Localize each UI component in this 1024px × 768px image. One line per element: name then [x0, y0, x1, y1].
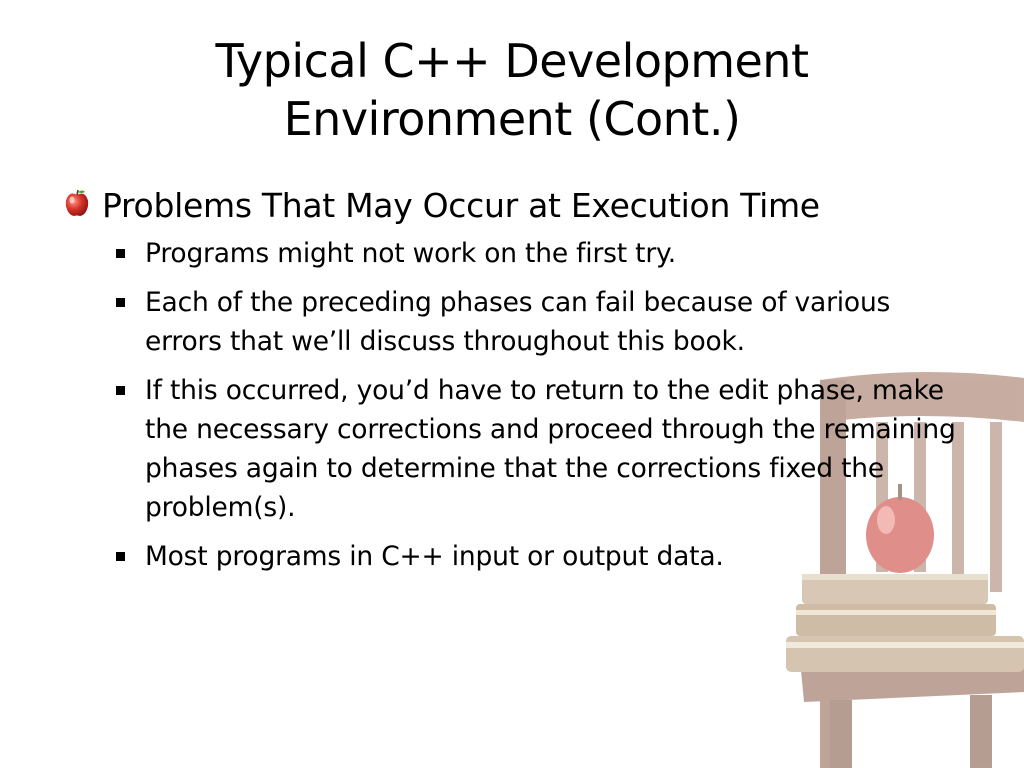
main-bullet-text: Problems That May Occur at Execution Time [102, 186, 820, 225]
main-bullet [60, 184, 960, 228]
square-bullet-icon [116, 552, 125, 561]
sub-bullet-item [60, 283, 960, 361]
slide-title [40, 32, 984, 148]
slide-body [60, 184, 960, 586]
square-bullet-icon [116, 386, 125, 395]
sub-bullet-item [60, 371, 960, 527]
sub-bullet-text: Programs might not work on the first try. [145, 238, 676, 269]
sub-bullet-text: If this occurred, you’d have to return to the edit phase, make the necessary corrections and proceed through the remaining phases again to determine that the corrections fixed the problem(s). [145, 375, 956, 523]
square-bullet-icon [116, 249, 125, 258]
sub-bullet-item [60, 234, 960, 273]
square-bullet-icon [116, 298, 125, 307]
apple-icon [62, 189, 92, 219]
sub-bullet-item [60, 537, 960, 576]
sub-bullet-list [60, 234, 960, 576]
slide-title-line-1: Typical C++ Development [215, 34, 809, 88]
slide-title-line-2: Environment (Cont.) [283, 92, 741, 146]
sub-bullet-text: Most programs in C++ input or output data. [145, 541, 724, 572]
sub-bullet-text: Each of the preceding phases can fail because of various errors that we’ll discuss throughout this book. [145, 287, 891, 357]
